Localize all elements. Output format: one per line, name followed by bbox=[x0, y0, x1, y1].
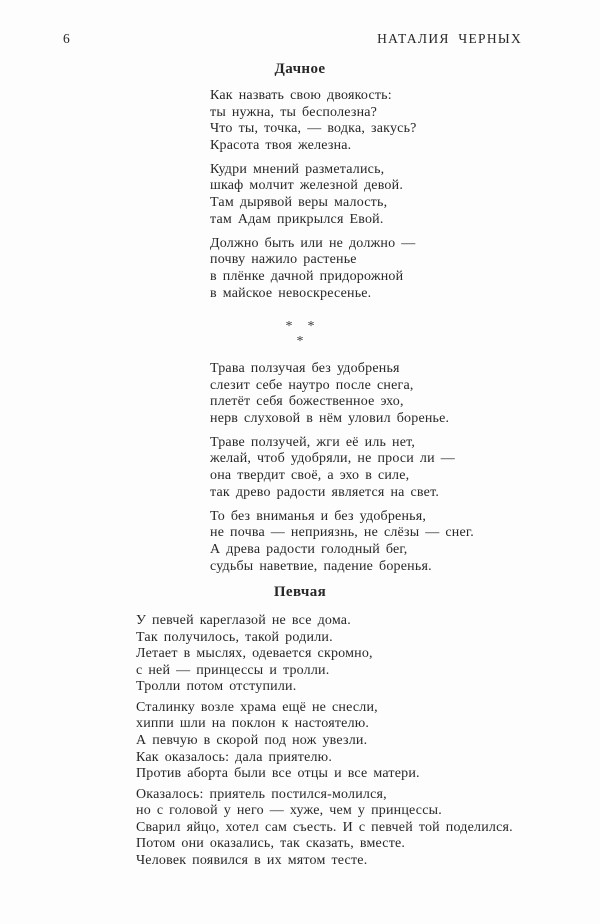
poem-line: А древа радости голодный бег, bbox=[210, 541, 408, 557]
poem-line: желай, чтоб удобряли, не проси ли — bbox=[210, 451, 455, 467]
poem-line: там Адам прикрылся Евой. bbox=[210, 211, 384, 227]
asterisk-glyph: * bbox=[307, 319, 315, 334]
poem-line: Кудри мнений разметались, bbox=[210, 161, 385, 177]
poem-line: Против аборта были все отцы и все матери. bbox=[136, 766, 420, 782]
poem-line: Так получилось, такой родили. bbox=[136, 629, 333, 645]
poem-line: Оказалось: приятель постился-молился, bbox=[136, 786, 387, 802]
poem-line: так древо радости является на свет. bbox=[210, 484, 440, 500]
poem-pevchaya bbox=[136, 613, 513, 873]
poem-line: А певчую в скорой под нож увезли. bbox=[136, 732, 368, 748]
poem-line: Красота твоя железна. bbox=[210, 137, 352, 153]
stanza bbox=[210, 435, 474, 501]
poem-line: не почва — неприязнь, не слёзы — снег. bbox=[210, 525, 474, 541]
poem-line: Сталинку возле храма ещё не снесли, bbox=[136, 699, 378, 715]
poem-line: Траве ползучей, жги её иль нет, bbox=[210, 434, 416, 450]
poem-line: хиппи шли на поклон к настоятелю. bbox=[136, 716, 370, 732]
poem-line: Что ты, точка, — водка, закусь? bbox=[210, 121, 417, 137]
poem-untitled bbox=[210, 361, 474, 583]
poem-line: в майское невоскресенье. bbox=[210, 285, 372, 301]
poem-line: плетёт себя божественное эхо, bbox=[210, 394, 404, 410]
stanza bbox=[210, 162, 417, 228]
asterisk-separator-bottom-row bbox=[297, 335, 304, 349]
poem-line: с ней — принцессы и тролли. bbox=[136, 662, 330, 678]
poem-line: Трава ползучая без удобренья bbox=[210, 361, 400, 376]
poem-line: Как оказалось: дала приятелю. bbox=[136, 749, 333, 765]
poem-title-pevchaya: Певчая bbox=[273, 584, 327, 600]
poem-line: судьбы наветвие, падение боренья. bbox=[210, 558, 432, 574]
running-header-author: НАТАЛИЯ ЧЕРНЫХ bbox=[377, 31, 522, 46]
poem-line: Как назвать свою двоякость: bbox=[210, 88, 392, 103]
stanza bbox=[136, 613, 513, 696]
running-header bbox=[63, 31, 522, 47]
poem-line: Там дырявой веры малость, bbox=[210, 195, 388, 211]
poem-line: но с головой у него — хуже, чем у принцессы. bbox=[136, 803, 442, 819]
stanza bbox=[136, 700, 513, 783]
stanza bbox=[210, 509, 474, 575]
poem-line: Тролли потом отступили. bbox=[136, 679, 297, 695]
asterisk-glyph: * bbox=[296, 334, 304, 349]
poem-line: Сварил яйцо, хотел сам съесть. И с певчей той поделился. bbox=[136, 819, 513, 835]
poem-dachnoe bbox=[210, 88, 417, 310]
asterisk-separator-top-row bbox=[286, 320, 315, 334]
poem-line: она твердит своё, а эхо в силе, bbox=[210, 468, 410, 484]
stanza bbox=[136, 787, 513, 870]
poem-line: шкаф молчит железной девой. bbox=[210, 178, 404, 194]
poem-line: слезит себе наутро после снега, bbox=[210, 377, 414, 393]
poem-line: почву нажило растенье bbox=[210, 252, 357, 268]
poem-line: Летает в мыслях, одевается скромно, bbox=[136, 646, 373, 662]
poem-line: У певчей кареглазой не все дома. bbox=[136, 613, 351, 628]
poem-line: ты нужна, ты бесполезна? bbox=[210, 104, 378, 120]
stanza bbox=[210, 88, 417, 154]
poem-line: Должно быть или не должно — bbox=[210, 235, 416, 251]
poem-title-dachnoe: Дачное bbox=[274, 61, 326, 77]
poem-line: То без вниманья и без удобренья, bbox=[210, 508, 427, 524]
stanza bbox=[210, 361, 474, 427]
page-number: 6 bbox=[63, 31, 70, 46]
stanza bbox=[210, 236, 417, 302]
poem-line: в плёнке дачной придорожной bbox=[210, 268, 404, 284]
poem-line: нерв слуховой в нём уловил боренье. bbox=[210, 410, 450, 426]
poem-line: Человек появился в их мятом тесте. bbox=[136, 852, 368, 868]
poem-line: Потом они оказались, так сказать, вместе. bbox=[136, 836, 406, 852]
asterisk-separator bbox=[0, 320, 600, 349]
asterisk-glyph: * bbox=[285, 319, 293, 334]
